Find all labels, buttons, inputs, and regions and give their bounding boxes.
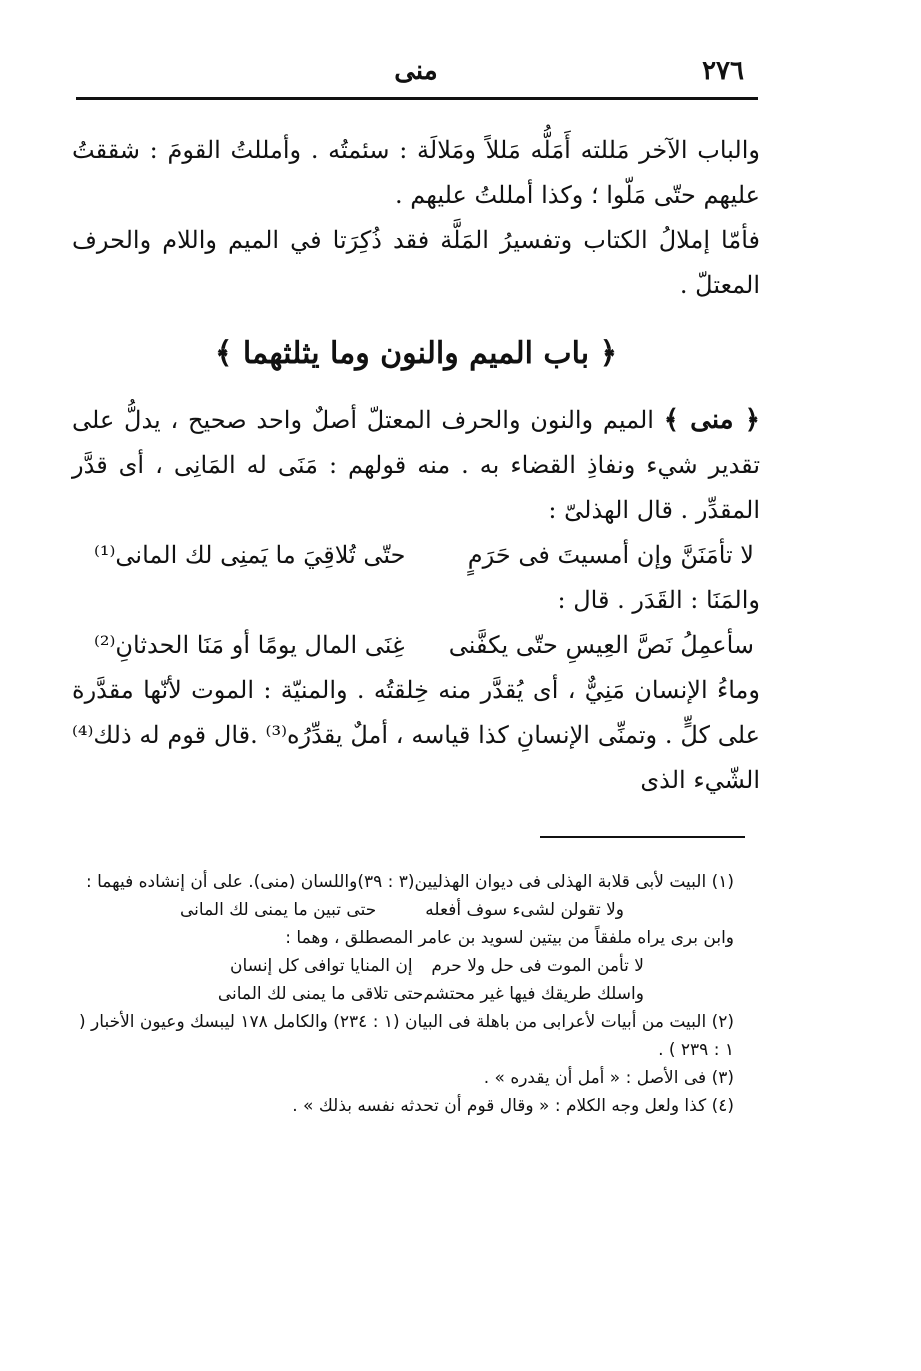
section-title: ﴿ باب الميم والنون وما يثلثهما ﴾ <box>214 336 618 371</box>
running-title: منى <box>394 56 438 86</box>
footnote-1-verse-3 <box>70 980 734 1008</box>
footnotes <box>70 868 734 1120</box>
verse-2-second-hemistich: غِنَى المال يومًا أو مَنَا الحدثانِ⁽²⁾ <box>94 631 405 659</box>
footnote-4: (٤) كذا ولعل وجه الكلام : « وقال قوم أن تحدثه نفسه بذلك » . <box>292 1096 734 1116</box>
header-rule <box>76 97 758 100</box>
verse-2-first-hemistich: سأعمِلُ نَصَّ العِيسِ حتّى يكفَّنى <box>448 631 754 659</box>
verse-1-first-hemistich: لا تأمَنَنَّ وإن أمسيتَ فى حَرَمٍ <box>467 541 754 569</box>
footnote-1-verse-second: حتى تبين ما يمنى لك المانى <box>180 900 377 920</box>
paragraph-4: والمَنَا : القَدَر . قال : <box>557 586 760 614</box>
footnote-1-verse-2 <box>70 952 734 980</box>
footnote-1: (١) البيت لأبى قلابة الهذلى فى ديوان الهذليين(٣ : ٣٩)واللسان (منى). على أن إنشاده فيهما : <box>86 872 734 892</box>
paragraph-1: والباب الآخر مَللته أَمَلُّه مَللاً ومَلالَة : سئمتُه . وأمللتُ القومَ : شققتُ عليهم حتّى مَلّوا ؛ وكذا أمللتُ عليهم . <box>72 136 760 209</box>
footnote-2: (٢) البيت من أبيات لأعرابى من باهلة فى البيان (١ : ٢٣٤) والكامل ١٧٨ ليبسك وعيون الأخبار ( ١ : ٢٣٩ ) . <box>79 1012 734 1060</box>
paragraph-5: وماءُ الإنسان مَنِيٌّ ، أى يُقدَّر منه خِلقتُه . والمنيّة : الموت لأنّها مقدَّرة على كلٍّ . وتمنِّى الإنسانِ كذا قياسه ، أملٌ يقدِّرُه⁽³⁾ .قال قوم له ذلك⁽⁴⁾ الشّيء الذى <box>72 676 760 794</box>
footnote-1-verse-2-first: لا تأمن الموت فى حل ولا حرم <box>431 956 644 976</box>
footnote-rule <box>540 836 745 838</box>
paragraph-3 <box>72 398 760 533</box>
footnote-1-verse-3-first: واسلك طريقك فيها غير محتشم <box>423 984 644 1004</box>
verse-1-second-hemistich: حتّى تُلاقِيَ ما يَمنِى لك المانى⁽¹⁾ <box>94 541 406 569</box>
footnote-1-verse <box>70 896 734 924</box>
footnote-3: (٣) فى الأصل : « أمل أن يقدره » . <box>483 1068 734 1088</box>
page-number: ٢٧٦ <box>702 56 744 86</box>
footnote-1-verse-3-second: حتى تلاقى ما يمنى لك المانى <box>217 984 424 1004</box>
paragraph-3-text: الميم والنون والحرف المعتلّ أصلٌ واحد صحيح ، يدلُّ على تقدير شيء ونفاذِ القضاء به . منه قولهم : مَنَى له المَانِى ، أى قدَّر المقدِّر . قال الهذلىّ : <box>72 406 760 524</box>
footnote-1-verse-2-second: إن المنايا توافى كل إنسان <box>230 956 413 976</box>
footnote-1-continuation: وابن برى يراه ملفقاً من بيتين لسويد بن عامر المصطلق ، وهما : <box>285 928 734 948</box>
footnote-1-verse-first: ولا تقولن لشىء سوف أفعله <box>425 900 624 920</box>
main-text <box>72 128 760 803</box>
verse-1 <box>72 533 760 578</box>
page-header <box>76 52 756 96</box>
verse-2 <box>72 623 760 668</box>
paragraph-2: فأمّا إملالُ الكتاب وتفسيرُ المَلَّة فقد ذُكِرَتا في الميم واللام والحرف المعتلّ . <box>72 226 760 299</box>
entry-word: ﴿ منى ﴾ <box>663 405 760 435</box>
